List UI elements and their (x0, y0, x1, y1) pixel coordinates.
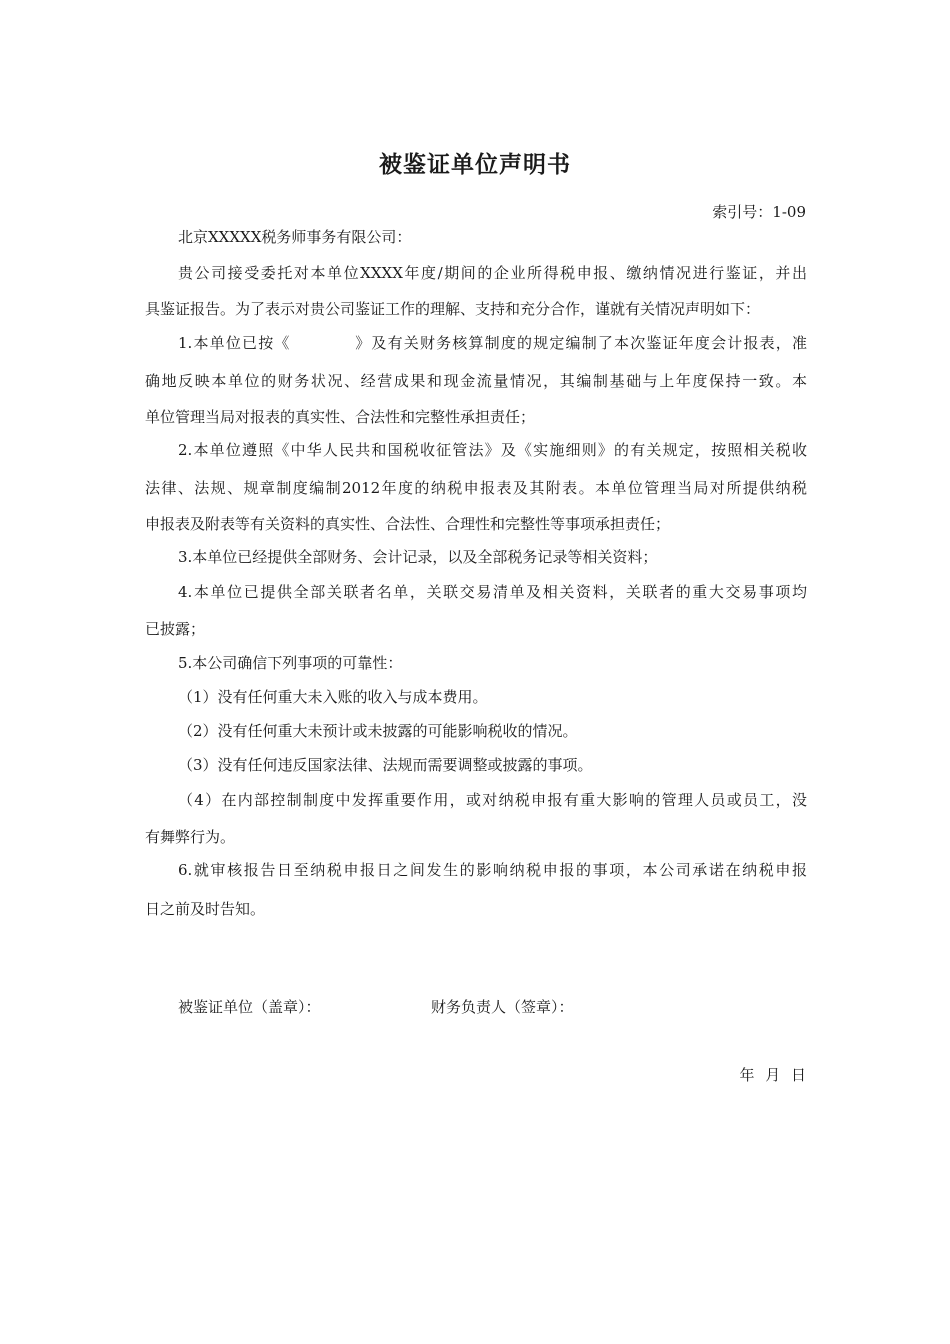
item6-line-2: 日之前及时告知。 (145, 900, 266, 918)
signature-unit-label: 被鉴证单位（盖章）： (178, 998, 321, 1016)
index-number: 索引号：1-09 (712, 203, 806, 221)
document-title: 被鉴证单位声明书 (379, 151, 571, 178)
item5: 5.本公司确信下列事项的可靠性： (178, 654, 403, 672)
item2-line-3: 申报表及附表等有关资料的真实性、合法性、合理性和完整性等事项承担责任； (145, 515, 671, 533)
item3: 3.本单位已经提供全部财务、会计记录，以及全部税务记录等相关资料； (178, 548, 658, 566)
item2-line-2: 法律、法规、规章制度编制2012年度的纳税申报表及其附表。本单位管理当局对所提供纳税 (145, 479, 807, 497)
item2-line-1: 2.本单位遵照《中华人民共和国税收征管法》及《实施细则》的有关规定，按照相关税收 (178, 441, 807, 459)
date-line: 年 月 日 (739, 1066, 806, 1084)
signature-finance-label: 财务负责人（签章）： (431, 998, 574, 1016)
sub-item-2: （2）没有任何重大未预计或未披露的可能影响税收的情况。 (178, 722, 578, 740)
sub-item-3: （3）没有任何违反国家法律、法规而需要调整或披露的事项。 (178, 756, 593, 774)
sub-item-1: （1）没有任何重大未入账的收入与成本费用。 (178, 688, 488, 706)
item4-line-1: 4.本单位已提供全部关联者名单，关联交易清单及相关资料，关联者的重大交易事项均 (178, 583, 807, 601)
item4-line-2: 已披露； (145, 620, 206, 638)
item6-line-1: 6.就审核报告日至纳税申报日之间发生的影响纳税申报的事项，本公司承诺在纳税申报 (178, 861, 807, 879)
item1-line-2: 确地反映本单位的财务状况、经营成果和现金流量情况，其编制基础与上年度保持一致。本 (145, 372, 807, 390)
item1-line-1: 1.本单位已按《 》及有关财务核算制度的规定编制了本次鉴证年度会计报表，准 (178, 334, 807, 352)
item1-line-3: 单位管理当局对报表的真实性、合法性和完整性承担责任； (145, 408, 536, 426)
sub-item-4-line-2: 有舞弊行为。 (145, 828, 236, 846)
intro-line-1: 贵公司接受委托对本单位XXXX年度/期间的企业所得税申报、缴纳情况进行鉴证，并出 (178, 264, 807, 282)
sub-item-4-line-1: （4）在内部控制制度中发挥重要作用，或对纳税申报有重大影响的管理人员或员工，没 (178, 791, 807, 809)
addressee: 北京XXXXX税务师事务有限公司： (178, 228, 412, 246)
intro-line-2: 具鉴证报告。为了表示对贵公司鉴证工作的理解、支持和充分合作，谨就有关情况声明如下： (145, 300, 761, 318)
